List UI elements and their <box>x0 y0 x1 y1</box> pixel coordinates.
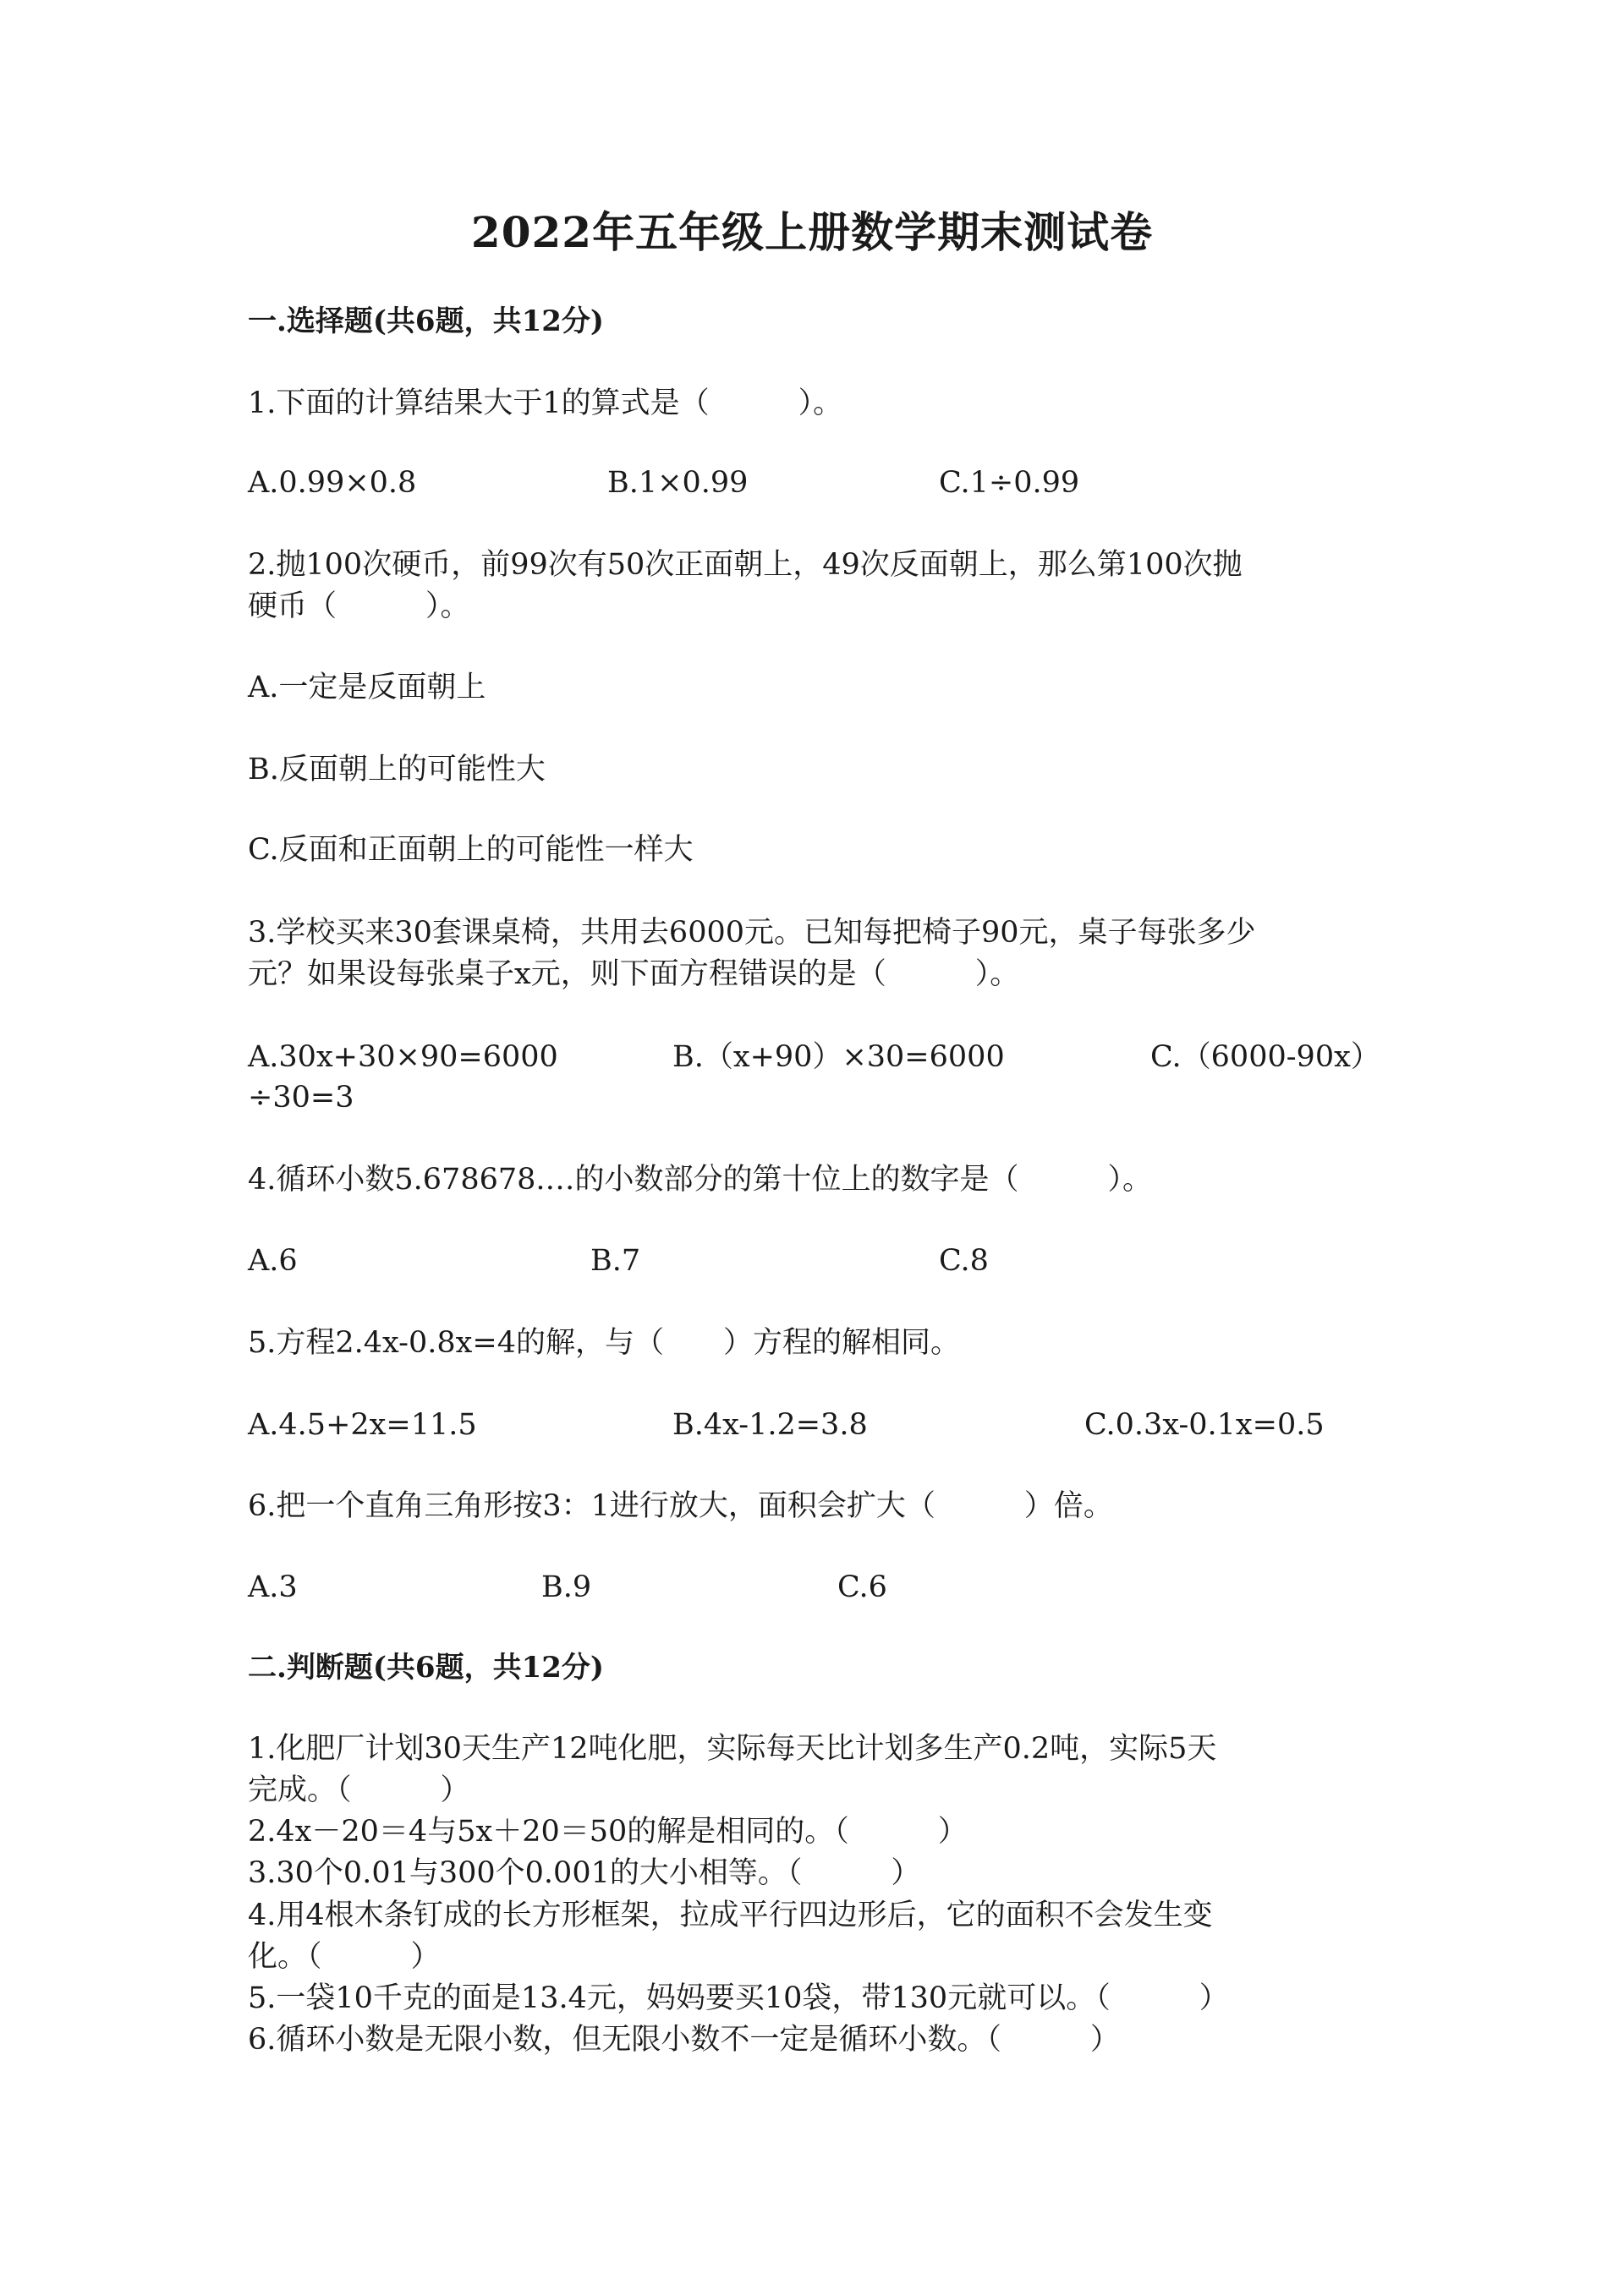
question-5-option-a: A.4.5+2x=11.5 <box>248 1408 477 1442</box>
question-6-option-b: B.9 <box>541 1570 592 1604</box>
question-5-option-b: B.4x-1.2=3.8 <box>672 1408 868 1442</box>
question-4-option-c: C.8 <box>939 1244 989 1278</box>
question-6-stem: 6.把一个直角三角形按3：1进行放大，面积会扩大（ ）倍。 <box>248 1489 1113 1523</box>
judgment-item-5: 5.一袋10千克的面是13.4元，妈妈要买10袋，带130元就可以。（ ） <box>248 1981 1229 2015</box>
page-title: 2022年五年级上册数学期末测试卷 <box>470 207 1154 257</box>
question-2-option-a: A.一定是反面朝上 <box>248 671 486 704</box>
question-5-stem: 5.方程2.4x-0.8x=4的解，与（ ）方程的解相同。 <box>248 1326 961 1360</box>
question-2-option-c: C.反面和正面朝上的可能性一样大 <box>248 833 694 867</box>
question-4-option-a: A.6 <box>248 1244 298 1278</box>
question-1-option-b: B.1×0.99 <box>607 466 749 500</box>
question-2-stem-line2: 硬币（ ）。 <box>248 589 470 623</box>
question-2-stem-line1: 2.抛100次硬币，前99次有50次正面朝上，49次反面朝上，那么第100次抛 <box>248 548 1243 582</box>
section-header-judgment: 二.判断题(共6题，共12分) <box>248 1651 604 1685</box>
judgment-item-6: 6.循环小数是无限小数，但无限小数不一定是循环小数。（ ） <box>248 2023 1120 2057</box>
question-5-option-c: C.0.3x-0.1x=0.5 <box>1084 1408 1325 1442</box>
judgment-item-4-line1: 4.用4根木条钉成的长方形框架，拉成平行四边形后，它的面积不会发生变 <box>248 1899 1213 1932</box>
question-3-option-b: B.（x+90）×30=6000 <box>672 1040 1005 1074</box>
question-3-stem-line2: 元？如果设每张桌子x元，则下面方程错误的是（ ）。 <box>248 957 1020 991</box>
question-6-option-a: A.3 <box>248 1570 298 1604</box>
question-3-option-a: A.30x+30×90=6000 <box>248 1040 558 1074</box>
question-6-option-c: C.6 <box>837 1570 887 1604</box>
judgment-item-2: 2.4x－20＝4与5x＋20＝50的解是相同的。（ ） <box>248 1815 968 1849</box>
question-3-option-c-continued: ÷30=3 <box>248 1081 354 1115</box>
question-1-stem: 1.下面的计算结果大于1的算式是（ ）。 <box>248 386 843 420</box>
judgment-item-1-line1: 1.化肥厂计划30天生产12吨化肥，实际每天比计划多生产0.2吨，实际5天 <box>248 1732 1217 1766</box>
question-3-option-c: C.（6000-90x） <box>1150 1040 1380 1074</box>
question-3-stem-line1: 3.学校买来30套课桌椅，共用去6000元。已知每把椅子90元，桌子每张多少 <box>248 916 1256 950</box>
question-2-option-b: B.反面朝上的可能性大 <box>248 753 546 786</box>
judgment-item-4-line2: 化。（ ） <box>248 1940 441 1974</box>
judgment-item-1-line2: 完成。（ ） <box>248 1773 470 1807</box>
question-4-option-b: B.7 <box>590 1244 641 1278</box>
question-4-stem: 4.循环小数5.678678.…的小数部分的第十位上的数字是（ ）。 <box>248 1163 1153 1197</box>
judgment-item-3: 3.30个0.01与300个0.001的大小相等。（ ） <box>248 1856 921 1890</box>
question-1-option-a: A.0.99×0.8 <box>248 466 417 500</box>
section-header-choice: 一.选择题(共6题，共12分) <box>248 304 604 338</box>
question-1-option-c: C.1÷0.99 <box>939 466 1080 500</box>
